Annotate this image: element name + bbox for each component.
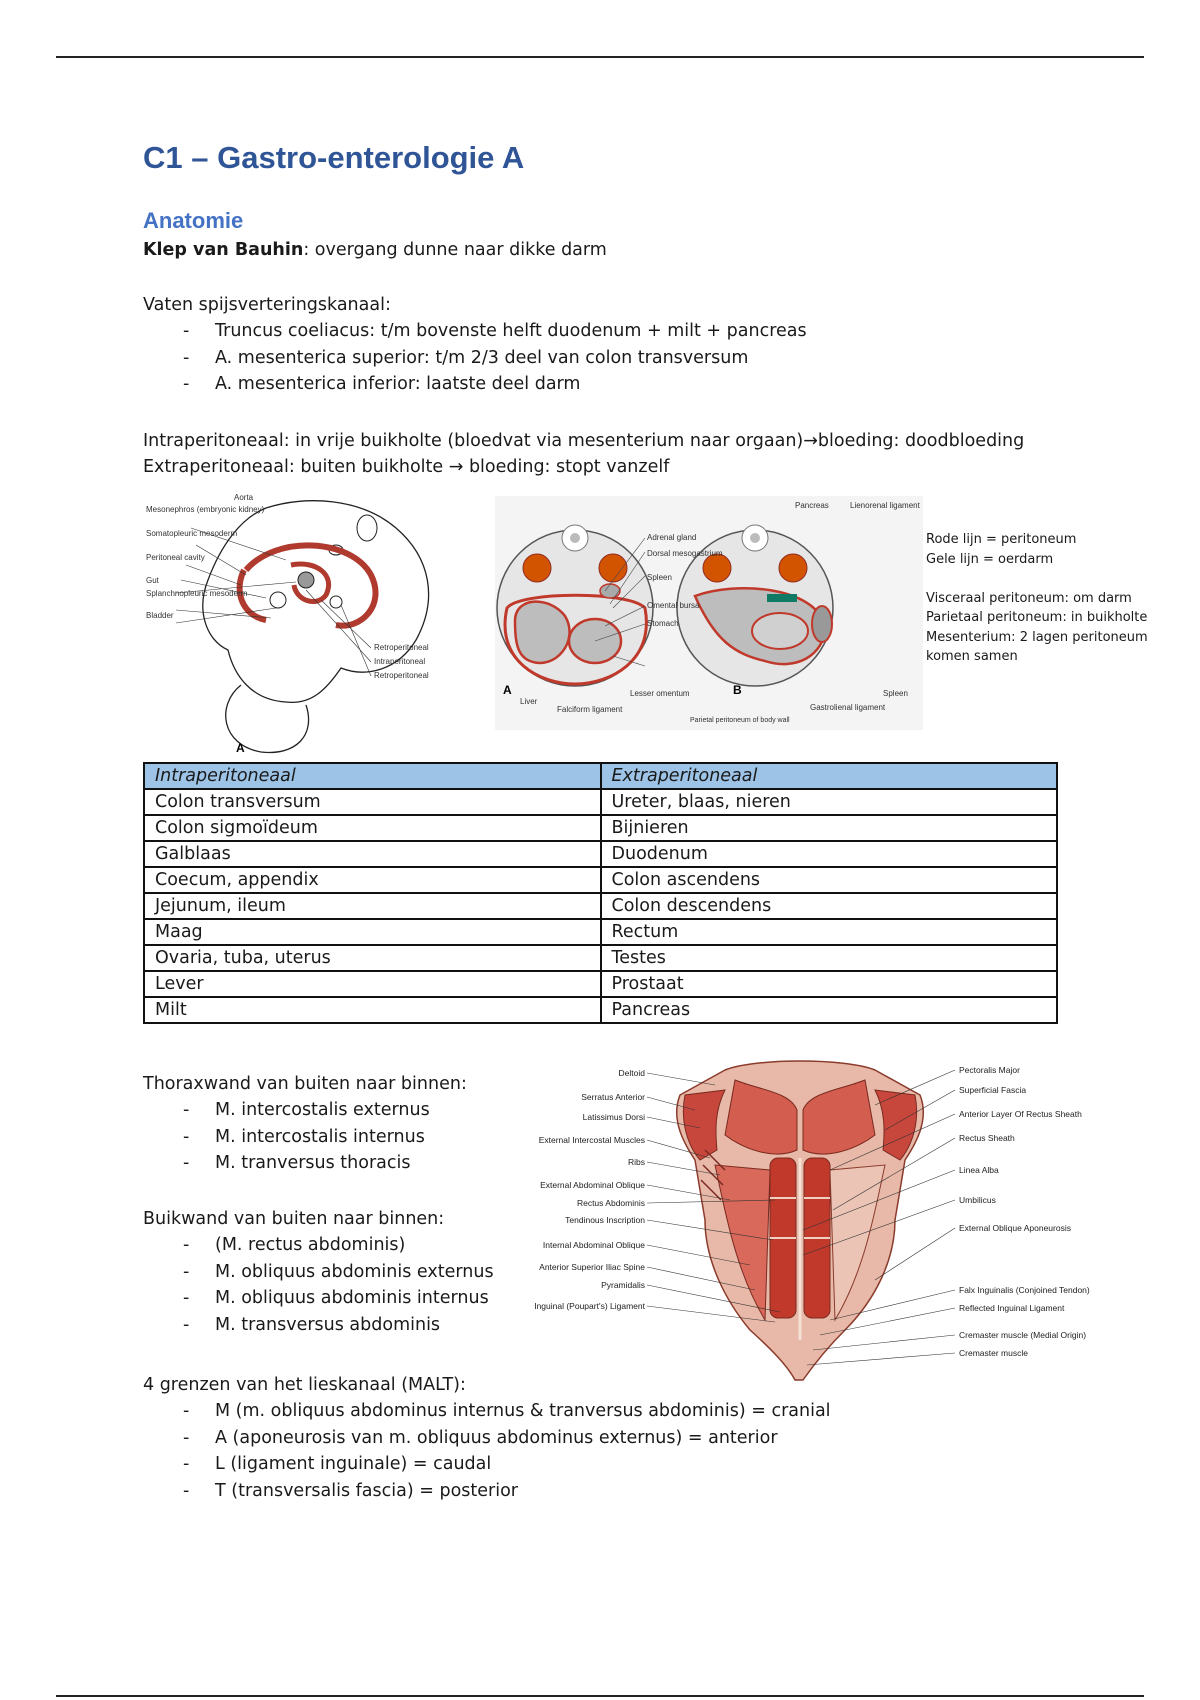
note-line: Gele lijn = oerdarm: [926, 551, 1054, 567]
table-cell: Colon sigmoïdeum: [144, 815, 601, 841]
figure1-label: Peritoneal cavity: [146, 553, 205, 562]
figure3-label: Superficial Fascia: [959, 1085, 1027, 1095]
malt-list: [143, 1398, 1043, 1504]
malt-intro: 4 grenzen van het lieskanaal (MALT):: [143, 1375, 466, 1395]
table-row: [144, 867, 1057, 893]
figure3-label: Serratus Anterior: [581, 1092, 645, 1102]
table-cell: Coecum, appendix: [144, 867, 601, 893]
figure3-label: Rectus Abdominis: [576, 1198, 645, 1208]
figure3-label: Reflected Inguinal Ligament: [959, 1303, 1065, 1313]
figure1-label: Intraperitoneal: [374, 657, 426, 666]
table-row: [144, 945, 1057, 971]
figure1-label: Gut: [146, 576, 159, 585]
table-cell: Maag: [144, 919, 601, 945]
table-cell: Testes: [601, 945, 1058, 971]
table-cell: Prostaat: [601, 971, 1058, 997]
figure2-label: Adrenal gland: [647, 533, 697, 542]
figure2-label: Lienorenal ligament: [850, 501, 920, 510]
list-item: - Truncus coeliacus: t/m bovenste helft duodenum + milt + pancreas: [143, 318, 1043, 345]
figure1-label: Aorta: [234, 493, 254, 502]
bauhin-definition: : overgang dunne naar dikke darm: [303, 240, 607, 260]
list-item: - M. transversus abdominis: [143, 1312, 583, 1339]
figure2-label: Lesser omentum: [630, 689, 690, 698]
buikwand-intro: Buikwand van buiten naar binnen:: [143, 1209, 445, 1229]
table-row: [144, 841, 1057, 867]
page-title: C1 – Gastro-enterologie A: [143, 140, 525, 175]
abdominal-wall-muscles-figure: [534, 1050, 1090, 1380]
list-item: - (M. rectus abdominis): [143, 1232, 583, 1259]
bauhin-term: Klep van Bauhin: [143, 240, 304, 260]
figure2-label: Falciform ligament: [557, 705, 623, 714]
peritoneal-organs-table: [143, 762, 1058, 1024]
figure1-label: Retroperitoneal: [374, 671, 429, 680]
table-cell: Colon ascendens: [601, 867, 1058, 893]
table-cell: Lever: [144, 971, 601, 997]
table-cell: Jejunum, ileum: [144, 893, 601, 919]
figure3-label: Tendinous Inscription: [565, 1215, 645, 1225]
column-header: Extraperitoneaal: [601, 763, 1058, 789]
figure3-label: Cremaster muscle: [959, 1348, 1028, 1358]
list-item: - L (ligament inguinale) = caudal: [143, 1451, 1043, 1478]
figure3-label: External Oblique Aponeurosis: [959, 1223, 1071, 1233]
figure2-label: Gastrolienal ligament: [810, 703, 886, 712]
note-line: Mesenterium: 2 lagen peritoneum: [926, 629, 1148, 645]
extraperitoneaal-line: Extraperitoneaal: buiten buikholte → bloeding: stopt vanzelf: [143, 457, 670, 477]
vaten-block: [143, 292, 1043, 398]
vaten-list: [143, 318, 1043, 398]
list-item: - A. mesenterica superior: t/m 2/3 deel van colon transversum: [143, 345, 1043, 372]
list-item: - M. intercostalis externus: [143, 1097, 583, 1124]
note-line: Parietaal peritoneum: in buikholte: [926, 610, 1148, 625]
thorax-list: [143, 1097, 583, 1177]
table-row: [144, 997, 1057, 1023]
table-row: [144, 815, 1057, 841]
note-spacer: [926, 569, 1156, 589]
figure1-label: Splanchnopleuric mesoderm: [146, 589, 248, 598]
malt-block: [143, 1372, 1043, 1504]
figure2-label: Omental bursa: [647, 601, 700, 610]
figure3-label: External Intercostal Muscles: [538, 1135, 645, 1145]
list-item: - M. intercostalis internus: [143, 1124, 583, 1151]
figure2-label: Stomach: [647, 619, 679, 628]
table-row: [144, 971, 1057, 997]
figure3-label: Pyramidalis: [601, 1280, 645, 1290]
bauhin-line: [143, 237, 607, 263]
table-cell: Ureter, blaas, nieren: [601, 789, 1058, 815]
list-item: - M. obliquus abdominis externus: [143, 1259, 583, 1286]
figure3-label: Cremaster muscle (Medial Origin): [959, 1330, 1087, 1340]
buikwand-list: [143, 1232, 583, 1338]
table-cell: Galblaas: [144, 841, 601, 867]
table-cell: Duodenum: [601, 841, 1058, 867]
table-cell: Pancreas: [601, 997, 1058, 1023]
figure3-label: Falx Inguinalis (Conjoined Tendon): [959, 1285, 1090, 1295]
figure3-label: Umbilicus: [959, 1195, 996, 1205]
figure3-label: Ribs: [627, 1157, 645, 1167]
thorax-intro: Thoraxwand van buiten naar binnen:: [143, 1074, 467, 1094]
thorax-block: [143, 1071, 583, 1177]
table-cell: Colon descendens: [601, 893, 1058, 919]
figure2-label: Liver: [520, 697, 538, 706]
table-cell: Colon transversum: [144, 789, 601, 815]
top-rule: [56, 56, 1144, 58]
figure1-label: Mesonephros (embryonic kidney): [146, 505, 265, 514]
figure2-panel-letter-a: A: [503, 683, 512, 697]
figure2-label: Parietal peritoneum of body wall: [690, 717, 790, 724]
figure1-label: Retroperitoneal: [374, 643, 429, 652]
table-row: [144, 789, 1057, 815]
note-line: Visceraal peritoneum: om darm: [926, 590, 1132, 606]
list-item: - M. tranversus thoracis: [143, 1150, 583, 1177]
figure3-label: External Abdominal Oblique: [540, 1180, 645, 1190]
figure2-label: Spleen: [647, 573, 672, 582]
peritoneaal-block: [143, 428, 1143, 480]
table-cell: Milt: [144, 997, 601, 1023]
figure2-label: Pancreas: [795, 501, 829, 510]
figure2-label: Spleen: [883, 689, 908, 698]
table-cell: Ovaria, tuba, uterus: [144, 945, 601, 971]
list-item: - T (transversalis fascia) = posterior: [143, 1478, 1043, 1505]
figure2-panel-letter-b: B: [733, 683, 742, 697]
peritoneum-notes: [926, 530, 1156, 667]
figure2-label: Dorsal mesogastrium: [647, 549, 723, 558]
table-cell: Rectum: [601, 919, 1058, 945]
figure1-panel-letter: A: [236, 741, 245, 755]
figure3-label: Inguinal (Poupart's) Ligament: [534, 1301, 645, 1311]
list-item: - A. mesenterica inferior: laatste deel darm: [143, 371, 1043, 398]
figure3-label: Pectoralis Major: [959, 1065, 1020, 1075]
table-header-row: [144, 763, 1057, 789]
figure3-label: Anterior Superior Iliac Spine: [539, 1262, 645, 1272]
table-row: [144, 893, 1057, 919]
figure1-label: Somatopleuric mesoderm: [146, 529, 238, 538]
buikwand-block: [143, 1206, 583, 1338]
figure1-label: Bladder: [146, 611, 174, 620]
figure3-label: Rectus Sheath: [959, 1133, 1015, 1143]
figure3-label: Latissimus Dorsi: [582, 1112, 645, 1122]
column-header: Intraperitoneaal: [144, 763, 601, 789]
table-cell: Bijnieren: [601, 815, 1058, 841]
bottom-rule: [56, 1695, 1144, 1697]
figure3-label: Deltoid: [618, 1068, 645, 1078]
list-item: - A (aponeurosis van m. obliquus abdominus externus) = anterior: [143, 1425, 1043, 1452]
figure3-label: Anterior Layer Of Rectus Sheath: [959, 1109, 1082, 1119]
note-line: komen samen: [926, 649, 1018, 664]
list-item: - M (m. obliquus abdominus internus & tranversus abdominis) = cranial: [143, 1398, 1043, 1425]
figure3-label: Internal Abdominal Oblique: [542, 1240, 645, 1250]
note-line: Rode lijn = peritoneum: [926, 532, 1077, 547]
figure3-label: Linea Alba: [959, 1165, 999, 1175]
list-item: - M. obliquus abdominis internus: [143, 1285, 583, 1312]
embryo-peritoneum-figure: [146, 490, 476, 755]
vaten-intro: Vaten spijsverteringskanaal:: [143, 295, 391, 315]
table-row: [144, 919, 1057, 945]
intraperitoneaal-line: Intraperitoneaal: in vrije buikholte (bloedvat via mesenterium naar orgaan)→bloeding: doodbloeding: [143, 431, 1025, 451]
peritoneum-cross-section-figure: [495, 496, 923, 730]
section-heading: Anatomie: [143, 208, 244, 233]
